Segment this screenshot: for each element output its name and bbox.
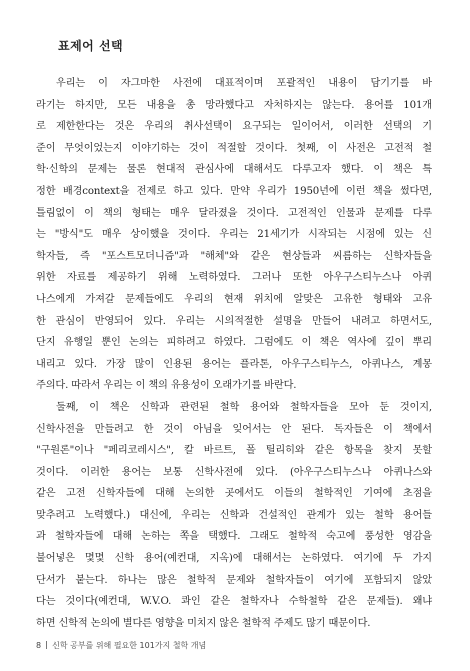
footer-separator <box>46 641 47 649</box>
text-line: 단서가 붙는다. 하나는 많은 철학적 문제와 철학자들이 여기에 포함되지 않았 <box>36 574 432 586</box>
text-line: 단지 유행일 뿐인 논의는 피하려고 하였다. 그럼에도 이 책은 역사에 깊이 뿌리 <box>36 337 432 349</box>
text-line: 한 관심이 반영되어 있다. 우리는 시의적절한 설명을 만들어 내려고 하면서도, <box>36 315 432 327</box>
text-line: 하면 신학적 논의에 별다른 영향을 미치지 않은 철학적 주제도 많기 때문이다. <box>36 617 371 629</box>
text-line: "구원론"이나 "페리코레시스", 칼 바르트, 폴 틸리히와 같은 항목을 찾지 못할 <box>36 445 432 457</box>
text-line: 불어넣은 몇몇 신학 용어(예컨대, 지옥)에 대해서는 논하였다. 여기에 두 가지 <box>36 553 432 565</box>
page-number: 8 <box>36 641 42 650</box>
text-line: 우리는 이 자그마한 사전에 대표적이며 포괄적인 내용이 담기기를 바 <box>56 78 432 89</box>
paragraph <box>36 397 432 635</box>
text-line: 나스에게 가져갈 문제들에도 우리의 현재 위치에 알맞은 고유한 형태와 고유 <box>36 293 432 305</box>
section-heading: 표제어 선택 <box>58 39 124 53</box>
text-line: 는 "방식"도 매우 상이했을 것이다. 우리는 21세기가 시작되는 시점에 있는 신 <box>36 229 432 241</box>
text-line: 학·신학의 문제는 물론 현대적 관심사에 대해서도 다루고자 했다. 이 책은 특 <box>36 164 432 176</box>
text-line: 주의다. 따라서 우리는 이 책의 유용성이 오래가기를 바란다. <box>36 380 297 392</box>
text-line: 맞추려고 노력했다.) 대신에, 우리는 신학과 건설적인 관계가 있는 철학 용어들 <box>36 509 432 521</box>
text-line: 둘째, 이 책은 신학과 관련된 철학 용어와 철학자들을 모아 둔 것이지, <box>56 401 432 413</box>
text-line: 신학사전을 만들려고 한 것이 아님을 잊어서는 안 된다. 독자들은 이 책에서 <box>36 423 432 435</box>
text-line: 과 철학자들에 대해 논하는 쪽을 택했다. 그래도 철학적 숙고에 풍성한 영감을 <box>36 531 432 543</box>
text-line: 학자들, 즉 "포스트모더니즘"과 "해체"와 같은 현상들과 씨름하는 신학자들을 <box>36 250 432 262</box>
book-title: 신학 공부를 위해 필요한 101가지 철학 개념 <box>52 641 207 650</box>
paragraph <box>36 73 432 397</box>
text-line: 정한 배경context을 전제로 하고 있다. 만약 우리가 1950년에 이런 책을 썼다면, <box>36 185 432 197</box>
text-line: 것이다. 이러한 용어는 보통 신학사전에 있다. (아우구스티누스나 아퀴나스와 <box>36 466 432 478</box>
body-text <box>36 73 432 634</box>
text-line: 준이 무엇이었는지 이야기하는 것이 적절할 것이다. 첫째, 이 사전은 고전적 철 <box>36 142 432 154</box>
text-line: 로 제한한다는 것은 우리의 취사선택이 요구되는 일이어서, 이러한 선택의 기 <box>36 121 432 133</box>
text-line: 위한 자료를 제공하기 위해 노력하였다. 그러나 또한 아우구스티누스나 아퀴 <box>36 272 432 284</box>
text-line: 라기는 하지만, 모든 내용을 총 망라했다고 자처하지는 않는다. 용어를 101개 <box>36 99 432 111</box>
text-line: 틀림없이 이 책의 형태는 매우 달라졌을 것이다. 고전적인 인물과 문제를 다루 <box>36 207 432 219</box>
text-line: 같은 고전 신학자들에 대해 논의한 곳에서도 이들의 철학적인 기여에 초점을 <box>36 488 432 500</box>
text-line: 내리고 있다. 가장 많이 인용된 용어는 플라톤, 아우구스티누스, 아퀴나스, 계몽 <box>36 358 432 370</box>
page-footer <box>36 640 206 651</box>
text-line: 다는 것이다(예컨대, W.V.O. 콰인 같은 철학자나 수학철학 같은 문제들). 왜냐 <box>36 596 432 608</box>
